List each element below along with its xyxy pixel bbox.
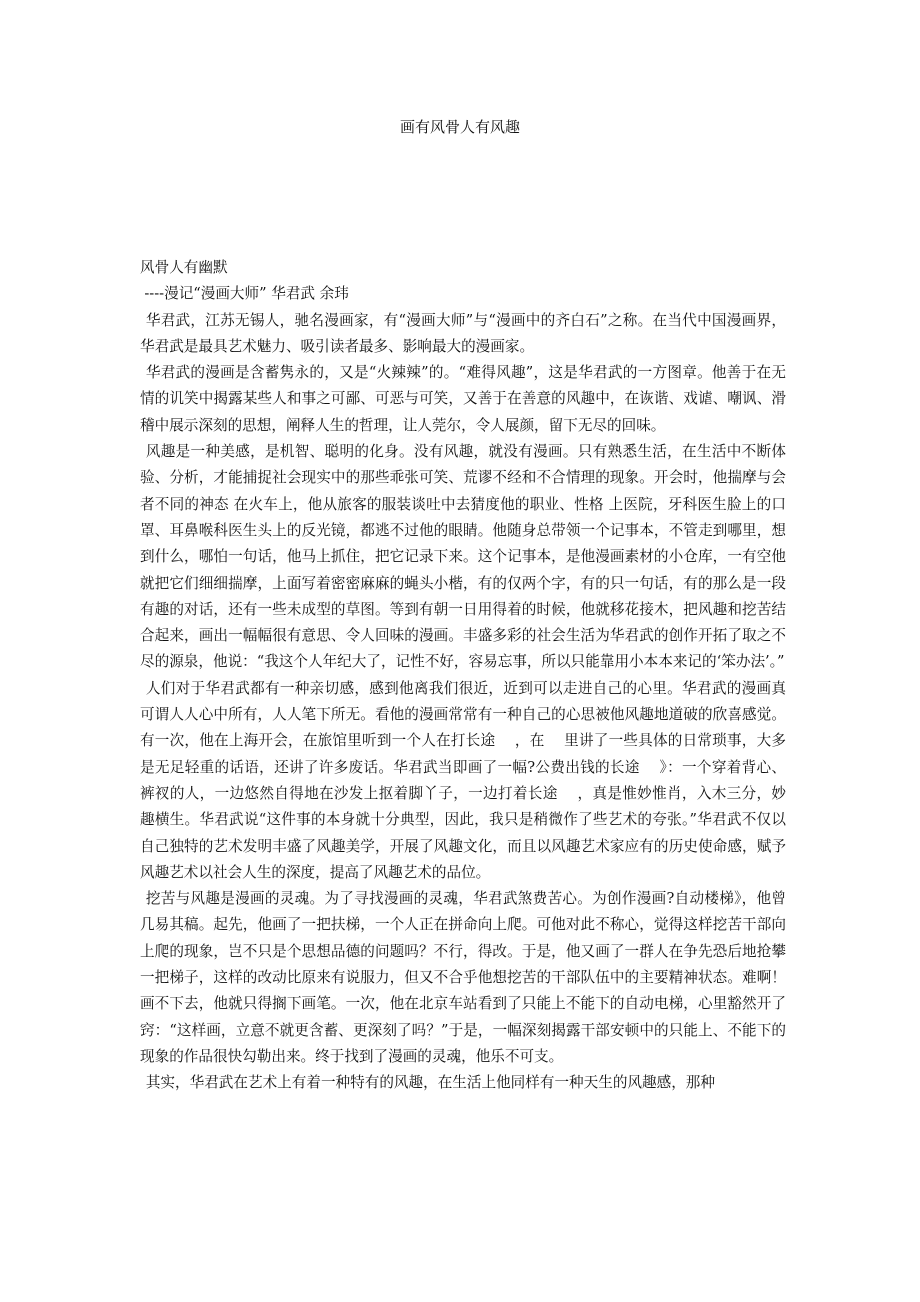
- section-heading: 风骨人有幽默: [140, 259, 228, 276]
- document-body: [140, 255, 786, 1097]
- paragraph: 挖苦与风趣是漫画的灵魂。为了寻找漫画的灵魂，华君武煞费苦心。为创作漫画?自动楼梯》，他曾几易其稿。起先，他画了一把扶梯，一个人正在拼命向上爬。可他对此不称心，觉得这样挖苦干部向上爬的现象，岂不只是个思想品德的问题吗？不行，得改。于是，他又画了一群人在争先恐后地抢攀一把梯子，这样的改动比原来有说服力，但又不合乎他想挖苦的干部队伍中的主要精神状态。难啊！画不下去，他就只得搁下画笔。一次，他在北京车站看到了只能上不能下的自动电梯，心里豁然开了窍：“这样画，立意不就更含蓄、更深刻了吗？”于是，一幅深刻揭露干部安顿中的只能上、不能下的现象的作品很快勾勒出来。终于找到了漫画的灵魂，他乐不可支。: [140, 890, 786, 1065]
- document-title: 画有风骨人有风趣: [399, 118, 520, 136]
- paragraph: 风趣是一种美感，是机智、聪明的化身。没有风趣，就没有漫画。只有熟悉生活，在生活中不断体验、分析，才能捕捉社会现实中的那些乖张可笑、荒谬不经和不合情理的现象。开会时，他揣摩与会者不同的神态 在火车上，他从旅客的服装谈吐中去猜度他的职业、性格 上医院，牙科医生脸上的口罩、耳鼻喉科医生头上的反光镜，都逃不过他的眼睛。他随身总带领一个记事本，不管走到哪里，想到什么，哪怕一句话，他马上抓住，把它记录下来。这个记事本，是他漫画素材的小仓库，一有空他就把它们细细揣摩，上面写着密密麻麻的蝇头小楷，有的仅两个字，有的只一句话，有的那么是一段有趣的对话，还有一些未成型的草图。等到有朝一日用得着的时候，他就移花接木，把风趣和挖苦结合起来，画出一幅幅很有意思、令人回味的漫画。丰盛多彩的社会生活为华君武的创作开拓了取之不尽的源泉，他说：“我这个人年纪大了，记性不好，容易忘事，所以只能靠用小本本来记的‘笨办法’。”: [140, 443, 786, 671]
- paragraph: 其实，华君武在艺术上有着一种特有的风趣，在生活上他同样有一种天生的风趣感，那种: [145, 1074, 715, 1092]
- byline: ----漫记“漫画大师” 华君武 余玮: [144, 285, 349, 303]
- paragraph: 华君武的漫画是含蓄隽永的，又是“火辣辣”的。“难得风趣”，这是华君武的一方图章。他善于在无情的讥笑中揭露某些人和事之可鄙、可恶与可笑，又善于在善意的风趣中，在诙谐、戏谑、嘲讽、滑稽中展示深刻的思想，阐释人生的哲理，让人莞尔，令人展颜，留下无尽的回味。: [140, 364, 786, 434]
- paragraph: 华君武，江苏无锡人，驰名漫画家，有“漫画大师”与“漫画中的齐白石”之称。在当代中国漫画界，华君武是最具艺术魅力、吸引读者最多、影响最大的漫画家。: [140, 311, 786, 355]
- paragraph: 人们对于华君武都有一种亲切感，感到他离我们很近，近到可以走进自己的心里。华君武的漫画真可谓人人心中所有，人人笔下所无。看他的漫画常常有一种自己的心思被他风趣地道破的欣喜感觉。有一次，他在上海开会，在旅馆里听到一个人在打长途 ，在 里讲了一些具体的日常琐事，大多是无足轻重的话语，还讲了许多废话。华君武当即画了一幅?公费出钱的长途 》：一个穿着背心、裤衩的人，一边悠然自得地在沙发上抠着脚丫子，一边打着长途 ，真是惟妙惟肖，入木三分，妙趣横生。华君武说“这件事的本身就十分典型，因此，我只是稍微作了些艺术的夸张。”华君武不仅以自己独特的艺术发明丰盛了风趣美学，开展了风趣文化，而且以风趣艺术家应有的历史使命感，赋予风趣艺术以社会人生的深度，提高了风趣艺术的品位。: [140, 679, 786, 881]
